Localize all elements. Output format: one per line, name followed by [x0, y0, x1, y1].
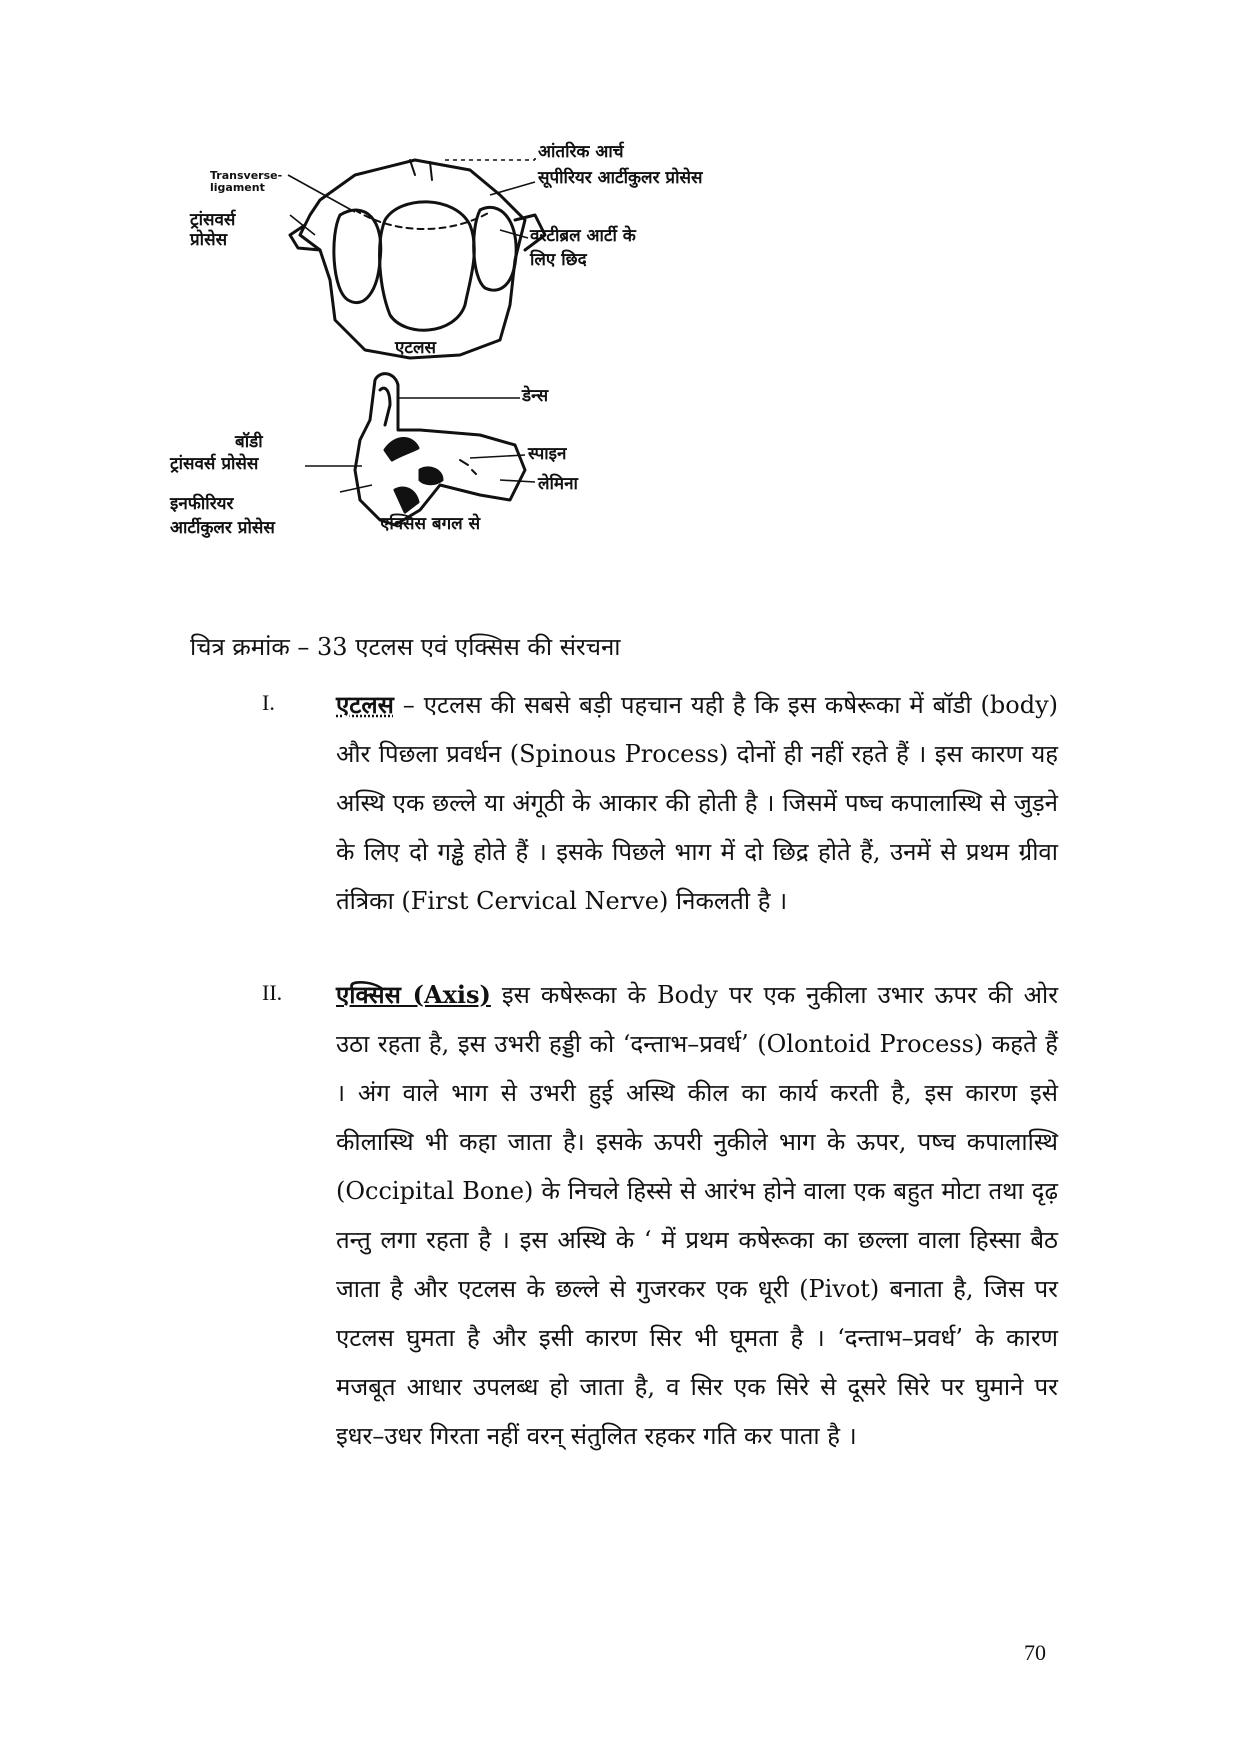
section-paragraph: [336, 970, 1058, 1461]
label-inferior-2: आर्टीकुलर प्रोसेस: [170, 518, 275, 538]
label-transverse-ligament: Transverse- ligament: [210, 169, 283, 194]
section-heading: एटलस: [336, 690, 394, 719]
vertebrae-drawing: [180, 140, 820, 610]
section-number: I.: [262, 690, 275, 715]
label-inferior-1: इनफीरियर: [170, 494, 234, 514]
label-axis-name: एक्सिस बगल से: [380, 514, 481, 534]
label-axis-transverse-process: ट्रांसवर्स प्रोसेस: [170, 454, 259, 474]
label-dens: डेन्स: [522, 386, 549, 406]
label-transverse-process: ट्रांसवर्स प्रोसेस: [190, 210, 236, 250]
label-atlas-name: एटलस: [395, 338, 436, 358]
section-text: इस कषेरूका के Body पर एक नुकीला उभार ऊपर की ओर उठा रहता है, इस उभरी हड्डी को ‘दन्ताभ–प्रवर्ध’ (Olontoid Process) कहते हैं । अंग वाले भाग से उभरी हुई अस्थि कील का कार्य करती है, इस कारण इसे कीलास्थि भी कहा जाता है। इसके ऊपरी नुकीले भाग के ऊपर, पष्च कपालास्थि (Occipital Bone) के निचले हिस्से से आरंभ होने वाला एक बहुत मोटा तथा दृढ़ तन्तु लगा रहता है । इस अस्थि के ‘ में प्रथम कषेरूका का छल्ला वाला हिस्सा बैठ जाता है और एटलस के छल्ले से गुजरकर एक धूरी (Pivot) बनाता है, जिस पर एटलस घुमता है और इसी कारण सिर भी घूमता है । ‘दन्ताभ–प्रवर्ध’ के कारण मजबूत आधार उपलब्ध हो जाता है, व सिर एक सिरे से दूसरे सिरे पर घुमाने पर इधर–उधर गिरता नहीं वरन् संतुलित रहकर गति कर पाता है ।: [336, 981, 1059, 1450]
section-paragraph: [336, 680, 1058, 926]
page-number: 70: [1024, 1640, 1046, 1665]
anatomy-figure: [170, 140, 820, 610]
label-spine: स्पाइन: [528, 444, 567, 464]
section-heading: एक्सिस (Axis): [336, 980, 491, 1009]
label-superior-articular: सूपीरियर आर्टीकुलर प्रोसेस: [538, 168, 703, 188]
section-text: – एटलस की सबसे बड़ी पहचान यही है कि इस कषेरूका में बॉडी (body) और पिछला प्रवर्धन (Spinous Process) दोनों ही नहीं रहते हैं । इस कारण यह अस्थि एक छल्ले या अंगूठी के आकार की होती है । जिसमें पष्च कपालास्थि से जुड़ने के लिए दो गड्ढे होते हैं । इसके पिछले भाग में दो छिद्र होते हैं, उनमें से प्रथम ग्रीवा तंत्रिका (First Cervical Nerve) निकलती है ।: [336, 691, 1058, 915]
label-inner-arch: आंतरिक आर्च: [538, 142, 624, 162]
label-vertebral-artery-1: वरटीब्रल आर्टी के: [530, 226, 636, 246]
label-lamina: लेमिना: [538, 474, 578, 494]
label-vertebral-artery-2: लिए छिद: [530, 250, 587, 270]
section-number: II.: [262, 980, 283, 1005]
axis-vertebra: [355, 374, 525, 525]
label-body: बॉडी: [235, 432, 263, 452]
figure-caption: चित्र क्रमांक – 33 एटलस एवं एक्सिस की संरचना: [190, 633, 621, 661]
